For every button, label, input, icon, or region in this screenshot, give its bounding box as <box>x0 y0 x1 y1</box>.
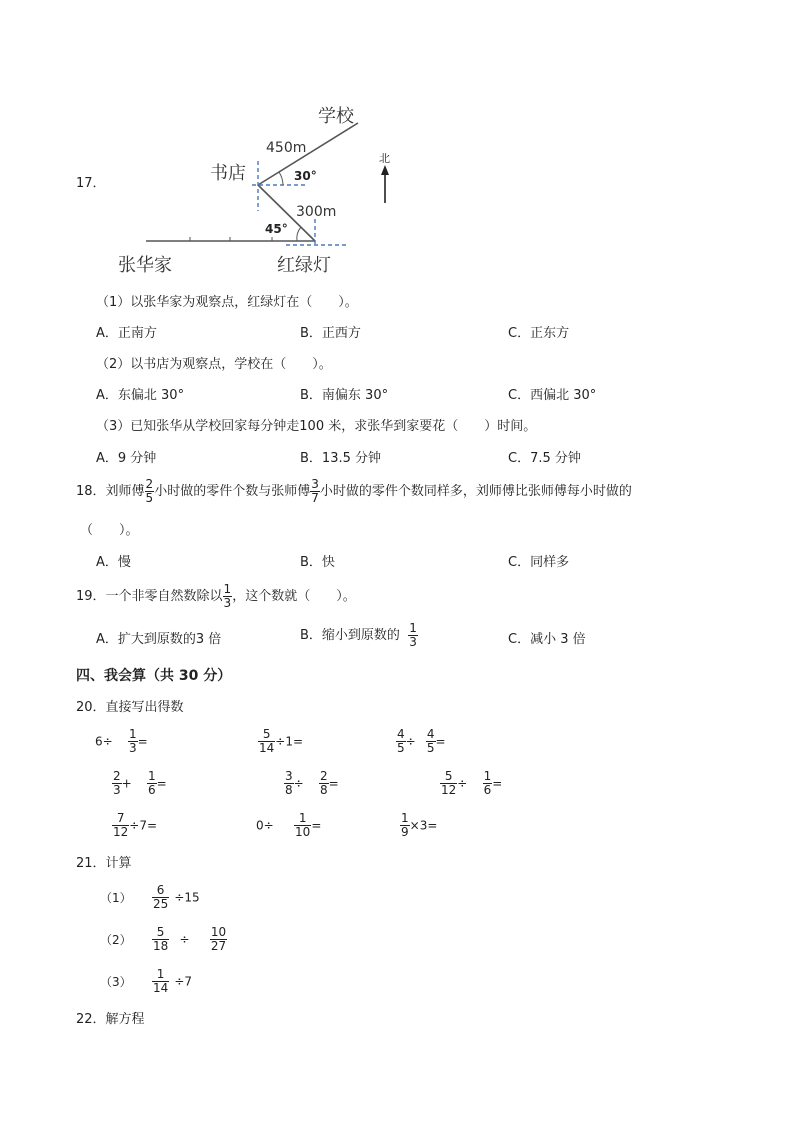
q17-sub2-option-a[interactable]: A．东偏北 30° <box>96 388 185 403</box>
q20-item-r3c3: $\frac{1}{9}$ ×3= <box>401 811 438 839</box>
q19-option-a[interactable]: A．扩大到原数的3 倍 <box>96 632 222 647</box>
label-distance-school: 450m <box>266 140 307 156</box>
q17-sub2: （2）以书店为观察点，学校在（ ）。 <box>96 357 332 372</box>
q17-sub3-option-b[interactable]: B．13.5 分钟 <box>300 451 381 466</box>
q20-item-r1c3: $\frac{4}{5}$ ÷ $\frac{4}{5}$ = <box>397 727 446 755</box>
q17-sub3-option-c[interactable]: C．7.5 分钟 <box>508 451 581 466</box>
label-distance-light: 300m <box>296 204 337 220</box>
q20-item-r2c3: $\frac{5}{12}$ ÷ $\frac{1}{6}$ = <box>441 769 503 797</box>
q21-item-3: （3） $\frac{1}{14}$ ÷7 <box>100 967 193 995</box>
q21-item-2: （2） $\frac{5}{18}$ ÷ $\frac{10}{27}$ <box>100 925 227 953</box>
q17-sub2-option-c[interactable]: C．西偏北 30° <box>508 388 597 403</box>
north-arrow-icon <box>381 165 389 175</box>
q17-sub1: （1）以张华家为观察点，红绿灯在（ ）。 <box>96 295 358 310</box>
q18-option-c[interactable]: C．同样多 <box>508 555 570 570</box>
q17-sub1-option-b[interactable]: B．正西方 <box>300 326 361 341</box>
q18-option-a[interactable]: A．慢 <box>96 555 131 570</box>
q21-title: 21．计算 <box>76 856 132 871</box>
q17-sub1-option-a[interactable]: A．正南方 <box>96 326 157 341</box>
q18-fraction-1: $\frac{2}{5}$ <box>145 477 154 505</box>
q20-item-r1c1: 6÷ $\frac{1}{3}$ = <box>95 727 148 755</box>
label-home: 张华家 <box>118 255 172 276</box>
q20-item-r2c2: $\frac{3}{8}$ ÷ $\frac{2}{8}$ = <box>285 769 339 797</box>
q20-item-r3c2: 0÷ $\frac{1}{10}$ = <box>256 811 322 839</box>
label-angle-school: 30° <box>294 169 317 183</box>
q18-fraction-2: $\frac{3}{7}$ <box>311 477 319 505</box>
q19-option-b[interactable]: B．缩小到原数的 $\frac{1}{3}$ <box>300 621 417 649</box>
label-bookstore: 书店 <box>210 163 246 184</box>
section-4-title: 四、我会算（共 30 分） <box>76 668 232 684</box>
q17-sub3: （3）已知张华从学校回家每分钟走100 米，求张华到家要花（ ）时间。 <box>96 419 537 434</box>
q17-sub2-option-b[interactable]: B．南偏东 30° <box>300 388 389 403</box>
q21-item-1: （1） $\frac{6}{25}$ ÷15 <box>100 883 200 911</box>
q20-item-r3c1: $\frac{7}{12}$ ÷7= <box>113 811 158 839</box>
q20-item-r2c1: $\frac{2}{3}$ + $\frac{1}{6}$ = <box>113 769 167 797</box>
q20-item-r1c2: $\frac{5}{14}$ ÷1= <box>259 727 304 755</box>
label-north: 北 <box>379 152 390 165</box>
q17-sub3-option-a[interactable]: A．9 分钟 <box>96 451 157 466</box>
q18-option-b[interactable]: B．快 <box>300 555 335 570</box>
q19-option-c[interactable]: C．减小 3 倍 <box>508 632 586 647</box>
q19-text: 19．一个非零自然数除以 $\frac{1}{3}$ ，这个数就（ ）。 <box>76 582 356 610</box>
q17-sub1-option-c[interactable]: C．正东方 <box>508 326 570 341</box>
q18-text-line2: （ ）。 <box>80 523 139 538</box>
label-school: 学校 <box>318 106 354 127</box>
question-number-17: 17． <box>76 176 106 191</box>
direction-map-diagram <box>100 95 420 280</box>
q20-title: 20．直接写出得数 <box>76 700 184 715</box>
q22-title: 22．解方程 <box>76 1012 145 1027</box>
label-traffic-light: 红绿灯 <box>277 255 331 276</box>
q19-fraction: $\frac{1}{3}$ <box>223 582 232 610</box>
q18-text: 18．刘师傅 $\frac{2}{5}$ 小时做的零件个数与张师傅 $\frac{3}{7}$ 小时做的零件个数同样多，刘师傅比张师傅每小时做的 <box>76 477 632 505</box>
label-angle-light: 45° <box>265 222 288 236</box>
q19-option-b-fraction: $\frac{1}{3}$ <box>409 621 417 649</box>
